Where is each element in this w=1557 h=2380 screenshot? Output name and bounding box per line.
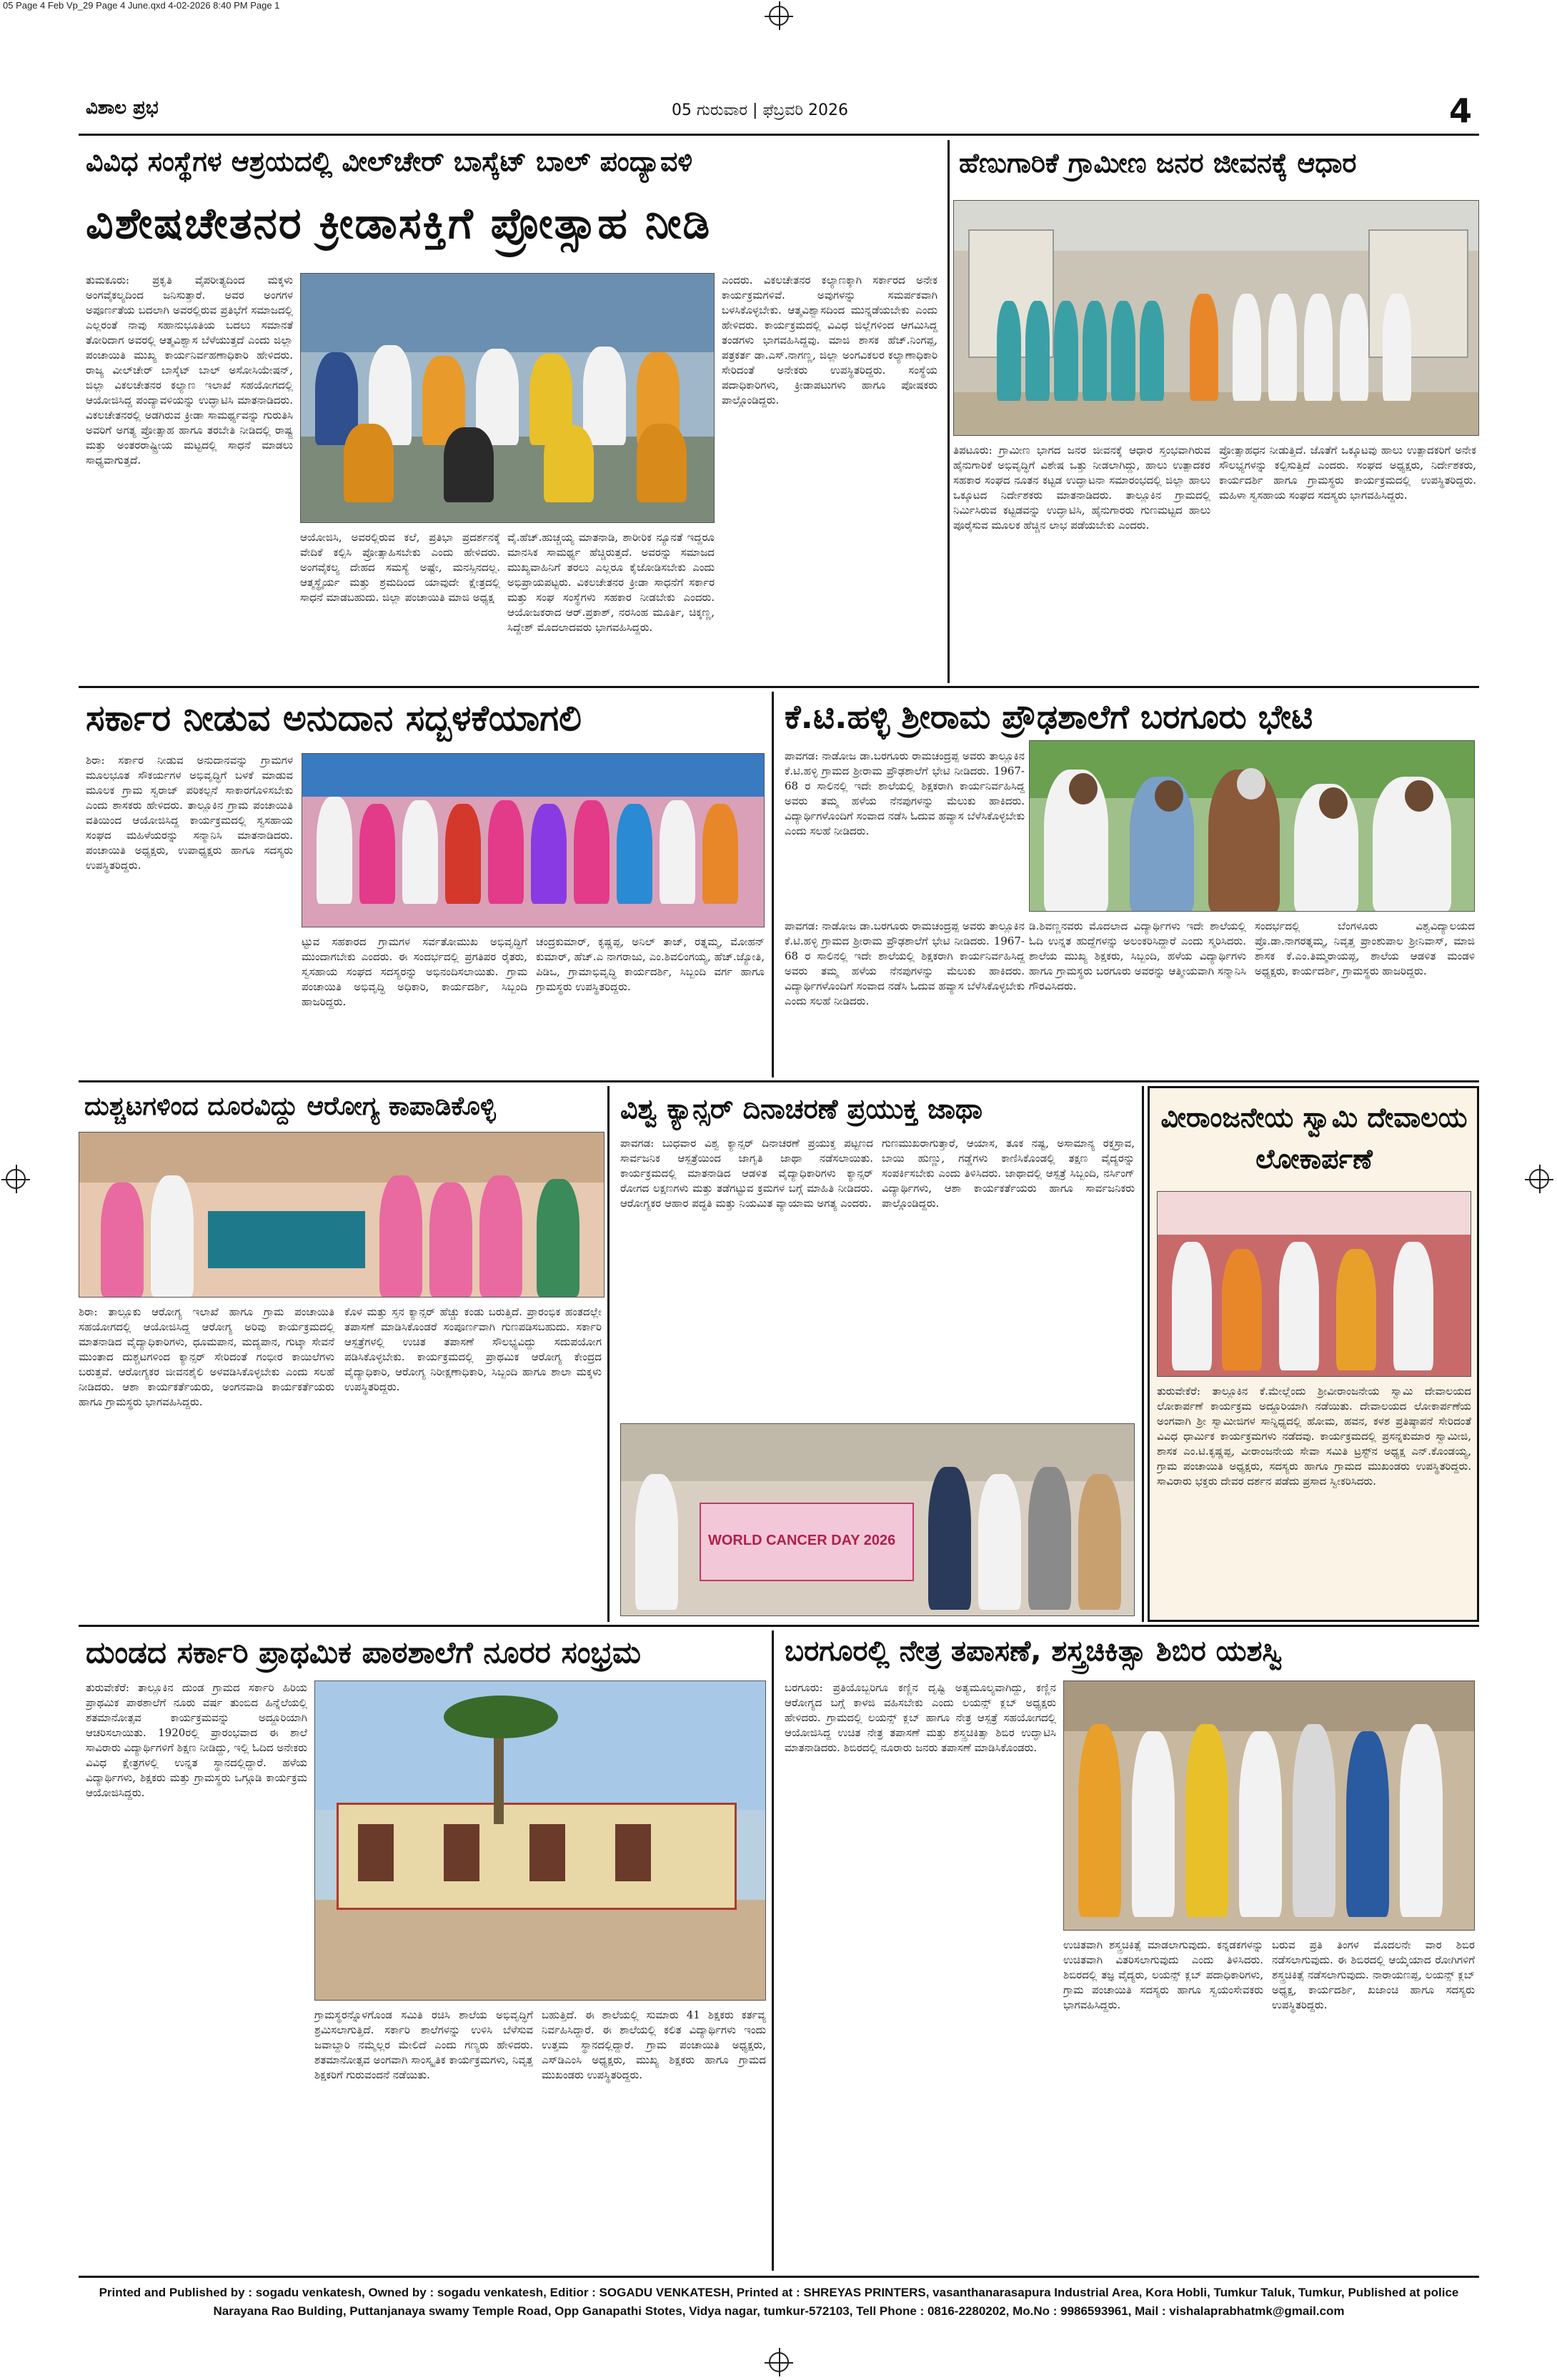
article-headline: ದುಶ್ಚಟಗಳಿಂದ ದೂರವಿದ್ದು ಆರೋಗ್ಯ ಕಾಪಾಡಿಕೊಳ್ಳಿ xyxy=(84,1092,496,1121)
school-visit-photo xyxy=(1029,740,1475,912)
article-column: ಶಿರಾ: ಸರ್ಕಾರ ನೀಡುವ ಅನುದಾನವನ್ನು ಗ್ರಾಮಗಳ ಮೂಲಭೂತ ಸೌಕರ್ಯಗಳ ಅಭಿವೃದ್ಧಿಗೆ ಬಳಕೆ ಮಾಡುವ ಮೂಲಕ ಗ್ರಾಮ ಸ್ವರಾಜ್ ಪರಿಕಲ್ಪನೆ ಸಾಕಾರಗೊಳಿಸಬೇಕು ಎಂದು ಶಾಸಕರು ಹೇಳಿದರು. ತಾಲ್ಲೂಕಿನ ಗ್ರಾಮ ಪಂಚಾಯಿತಿ ವತಿಯಿಂದ ಆಯೋಜಿಸಿದ್ದ ಕಾರ್ಯಕ್ರಮದಲ್ಲಿ ಸ್ವಸಹಾಯ ಸಂಘದ ಮಹಿಳೆಯರನ್ನು ಸನ್ಮಾನಿಸಿ ಮಾತನಾಡಿದರು. ಪಂಚಾಯಿತಿ ಅಧ್ಯಕ್ಷರು, ಉಪಾಧ್ಯಕ್ಷರು ಹಾಗೂ ಸದಸ್ಯರು ಉಪಸ್ಥಿತರಿದ್ದರು. xyxy=(86,754,293,872)
imprint-line-1: Printed and Published by : sogadu venkatesh, Owned by : sogadu venkatesh, Editior : SOGADU VENKATESH, Printed at : SHREYAS PRINTERS, vasanthanarasapura Industrial Area, Kora Hobli, Tumkur Taluk, Tumkur, Published at police xyxy=(99,2286,1459,2299)
article-column: ಗುಣಮುಖರಾಗುತ್ತಾರೆ, ಆಯಾಸ, ತೂಕ ನಷ್ಟ, ಅಸಾಮಾನ್ಯ ರಕ್ತಸ್ರಾವ, ಬಾಯಿ ಹುಣ್ಣು, ಗಡ್ಡೆಗಳು ಕಾಣಿಸಿಕೊಂಡಲ್ಲಿ ತಕ್ಷಣ ವೈದ್ಯರನ್ನು ಸಂಪರ್ಕಿಸಬೇಕು ಎಂದು ತಿಳಿಸಿದರು. ಜಾಥಾದಲ್ಲಿ ಆಸ್ಪತ್ರೆ ಸಿಬ್ಬಂದಿ, ನರ್ಸಿಂಗ್ ವಿದ್ಯಾರ್ಥಿಗಳು, ಆಶಾ ಕಾರ್ಯಕರ್ತೆಯರು ಹಾಗೂ ಸಾರ್ವಜನಿಕರು ಪಾಲ್ಗೊಂಡಿದ್ದರು. xyxy=(882,1137,1135,1210)
imprint-line-2: Narayana Rao Bulding, Puttanjanaya swamy Temple Road, Opp Ganapathi Stotes, Vidya nagar, tumkur-572103, Tell Phone : 0816-2280202, Mo.No : 9986593961, Mail : vishalaprabhatmk@gmail.com xyxy=(213,2304,1345,2318)
section-divider xyxy=(79,1625,1479,1627)
article-headline: ಹೆಣುಗಾರಿಕೆ ಗ್ರಾಮೀಣ ಜನರ ಜೀವನಕ್ಕೆ ಆಧಾರ xyxy=(959,147,1357,179)
section-divider xyxy=(79,1080,1479,1082)
article-headline: ಬರಗೂರಲ್ಲಿ ನೇತ್ರ ತಪಾಸಣೆ, ಶಸ್ತ್ರಚಿಕಿತ್ಸಾ ಶಿಬಿರ ಯಶಸ್ವಿ xyxy=(785,1635,1283,1668)
article-headline: ದುಂಡದ ಸರ್ಕಾರಿ ಪ್ರಾಥಮಿಕ ಪಾಠಶಾಲೆಗೆ ನೂರರ ಸಂಭ್ರಮ xyxy=(86,1635,641,1670)
page-number: 4 xyxy=(1448,91,1472,130)
registration-mark-top xyxy=(769,6,789,26)
article-column: ಬರಗೂರು: ಪ್ರತಿಯೊಬ್ಬರಿಗೂ ಕಣ್ಣಿನ ದೃಷ್ಟಿ ಅತ್ಯಮೂಲ್ಯವಾಗಿದ್ದು, ಕಣ್ಣಿನ ಆರೋಗ್ಯದ ಬಗ್ಗೆ ಕಾಳಜಿ ವಹಿಸಬೇಕು ಎಂದು ಲಯನ್ಸ್ ಕ್ಲಬ್ ಅಧ್ಯಕ್ಷರು ಹೇಳಿದರು. ಗ್ರಾಮದಲ್ಲಿ ಲಯನ್ಸ್ ಕ್ಲಬ್ ಹಾಗೂ ನೇತ್ರ ಆಸ್ಪತ್ರೆ ಸಹಯೋಗದಲ್ಲಿ ಆಯೋಜಿಸಿದ್ದ ಉಚಿತ ನೇತ್ರ ತಪಾಸಣೆ ಮತ್ತು ಶಸ್ತ್ರಚಿಕಿತ್ಸಾ ಶಿಬಿರ ಉದ್ಘಾಟಿಸಿ ಮಾತನಾಡಿದರು. ಶಿಬಿರದಲ್ಲಿ ನೂರಾರು ಜನರು ತಪಾಸಣೆ ಮಾಡಿಸಿಕೊಂಡರು. xyxy=(785,1681,1056,1754)
registration-mark-right xyxy=(1529,1169,1549,1189)
issue-date: 05 ಗುರುವಾರ | ಫೆಬ್ರವರಿ 2026 xyxy=(672,101,849,119)
article-column: ಆಯೋಜಿಸಿ, ಅವರಲ್ಲಿರುವ ಕಲೆ, ಪ್ರತಿಭಾ ಪ್ರದರ್ಶನಕ್ಕೆ ವೇದಿಕೆ ಕಲ್ಪಿಸಿ ಪ್ರೋತ್ಸಾಹಿಸಬೇಕು ಎಂದು ಹೇಳಿದರು. ಅಂಗವೈಕಲ್ಯ ದೇಹದ ಸಮಸ್ಯೆ ಅಷ್ಟೇ, ಮನಸ್ಸಿನದಲ್ಲ. ಆತ್ಮಸ್ಥೈರ್ಯ ಮತ್ತು ಶ್ರಮದಿಂದ ಯಾವುದೇ ಕ್ಷೇತ್ರದಲ್ಲಿ ಸಾಧನೆ ಮಾಡಬಹುದು. ಜಿಲ್ಲಾ ಪಂಚಾಯಿತಿ ಮಾಜಿ ಅಧ್ಯಕ್ಷ xyxy=(300,531,500,604)
article-column: ಗ್ರಾಮಸ್ಥರನ್ನೊಳಗೊಂಡ ಸಮಿತಿ ರಚಿಸಿ ಶಾಲೆಯ ಅಭಿವೃದ್ಧಿಗೆ ಶ್ರಮಿಸಲಾಗುತ್ತಿದೆ. ಸರ್ಕಾರಿ ಶಾಲೆಗಳನ್ನು ಉಳಿಸಿ ಬೆಳೆಸುವ ಜವಾಬ್ದಾರಿ ನಮ್ಮೆಲ್ಲರ ಮೇಲಿದೆ ಎಂದು ಗಣ್ಯರು ಹೇಳಿದರು. ಶತಮಾನೋತ್ಸವ ಅಂಗವಾಗಿ ಸಾಂಸ್ಕೃತಿಕ ಕಾರ್ಯಕ್ರಮಗಳು, ನಿವೃತ್ತ ಶಿಕ್ಷಕರಿಗೆ ಗುರುವಂದನೆ ನಡೆಯಿತು. xyxy=(314,2008,533,2081)
article-grant-usage xyxy=(79,692,769,1077)
column-divider xyxy=(772,692,774,1077)
article-headline: ವೀರಾಂಜನೇಯ ಸ್ವಾಮಿ ದೇವಾಲಯ ಲೋಕಾರ್ಪಣೆ xyxy=(1160,1102,1468,1175)
article-body: ತುರುವೇಕೆರೆ: ತಾಲ್ಲೂಕಿನ ಕೆ.ಮೇಲ್ಲೆಂದು ಶ್ರೀವೀರಾಂಜನೇಯ ಸ್ವಾಮಿ ದೇವಾಲಯದ ಲೋಕಾರ್ಪಣೆ ಕಾರ್ಯಕ್ರಮ ಅದ್ದೂರಿಯಾಗಿ ನಡೆಯಿತು. ದೇವಾಲಯದ ಲೋಕಾರ್ಪಣೆಯ ಅಂಗವಾಗಿ ಶ್ರೀ ಸ್ವಾಮೀಜಿಗಳ ಸಾನ್ನಿಧ್ಯದಲ್ಲಿ ಹೋಮ, ಹವನ, ಕಳಶ ಪ್ರತಿಷ್ಠಾಪನೆ ಸೇರಿದಂತೆ ವಿವಿಧ ಧಾರ್ಮಿಕ ಕಾರ್ಯಕ್ರಮಗಳು ನಡೆದವು. ಕಾರ್ಯಕ್ರಮದಲ್ಲಿ ಪ್ರಸನ್ನಕುಮಾರ ಸ್ವಾಮೀಜಿ, ಶಾಸಕ ಎಂ.ಟಿ.ಕೃಷ್ಣಪ್ಪ, ವೀರಾಂಜನೇಯ ಸೇವಾ ಸಮಿತಿ ಟ್ರಸ್ಟ್‌ನ ಅಧ್ಯಕ್ಷ ಎನ್.ಕೊಂಡಯ್ಯ, ಗ್ರಾಮ ಪಂಚಾಯಿತಿ ಅಧ್ಯಕ್ಷರು, ಸದಸ್ಯರು ಹಾಗೂ ಗ್ರಾಮದ ಮುಖಂಡರು ಉಪಸ್ಥಿತರಿದ್ದರು. ಸಾವಿರಾರು ಭಕ್ತರು ದೇವರ ದರ್ಶನ ಪಡೆದು ಪ್ರಸಾದ ಸ್ವೀಕರಿಸಿದರು. xyxy=(1157,1385,1471,1488)
article-temple-inauguration xyxy=(1148,1086,1479,1622)
article-wheelchair-basketball xyxy=(79,140,945,683)
article-cancer-day xyxy=(613,1086,1139,1622)
masthead xyxy=(79,90,1479,136)
article-column: ಡಿ.ಶಿವಣ್ಣನವರು ಮೊದಲಾದ ವಿದ್ಯಾರ್ಥಿಗಳು ಇದೇ ಶಾಲೆಯಲ್ಲಿ ಓದಿ ಉನ್ನತ ಹುದ್ದೆಗಳನ್ನು ಅಲಂಕರಿಸಿದ್ದಾರೆ ಎಂದು ಸ್ಮರಿಸಿದರು. ಶಾಲೆಯ ಮುಖ್ಯ ಶಿಕ್ಷಕರು, ಸಿಬ್ಬಂದಿ, ಹಳೆಯ ವಿದ್ಯಾರ್ಥಿಗಳು ಹಾಗೂ ಗ್ರಾಮಸ್ಥರು ಬರಗೂರು ಅವರನ್ನು ಆತ್ಮೀಯವಾಗಿ ಸನ್ಮಾನಿಸಿ ಗೌರವಿಸಿದರು. xyxy=(1029,920,1246,992)
article-headline: ವಿಶೇಷಚೇತನರ ಕ್ರೀಡಾಸಕ್ತಿಗೆ ಪ್ರೋತ್ಸಾಹ ನೀಡಿ xyxy=(86,199,712,249)
article-column: ಪಾವಗಡ: ಬುಧವಾರ ವಿಶ್ವ ಕ್ಯಾನ್ಸರ್ ದಿನಾಚರಣೆ ಪ್ರಯುಕ್ತ ಪಟ್ಟಣದ ಸಾರ್ವಜನಿಕ ಆಸ್ಪತ್ರೆಯಿಂದ ಜಾಗೃತಿ ಜಾಥಾ ನಡೆಸಲಾಯಿತು. ಕಾರ್ಯಕ್ರಮದಲ್ಲಿ ಮಾತನಾಡಿದ ಆಡಳಿತ ವೈದ್ಯಾಧಿಕಾರಿಗಳು ಕ್ಯಾನ್ಸರ್ ರೋಗದ ಲಕ್ಷಣಗಳು ಮತ್ತು ತಡೆಗಟ್ಟುವ ಕ್ರಮಗಳ ಬಗ್ಗೆ ಮಾಹಿತಿ ನೀಡಿದರು. ಆರೋಗ್ಯಕರ ಆಹಾರ ಪದ್ಧತಿ ಮತ್ತು ನಿಯಮಿತ ವ್ಯಾಯಾಮ ಅಗತ್ಯ ಎಂದರು. xyxy=(620,1137,873,1210)
article-column: ತುಮಕೂರು: ಪ್ರಕೃತಿ ವೈಪರೀತ್ಯದಿಂದ ಮಕ್ಕಳು ಅಂಗವೈಕಲ್ಯದಿಂದ ಜನಿಸುತ್ತಾರೆ. ಅವರ ಅಂಗಗಳ ಅಪೂರ್ಣತೆಯ ಬದಲಾಗಿ ಅವರಲ್ಲಿರುವ ಪ್ರತಿಭೆಗೆ ಸಮಾಜದಲ್ಲಿ ಎಲ್ಲರಂತೆ ನಾವು ಸಹಾನುಭೂತಿಯ ಬದಲು ಸಮಾನತೆ ತೋರಿದಾಗ ಅವರಲ್ಲಿ ಆತ್ಮವಿಶ್ವಾಸ ಬೆಳೆಯುತ್ತದೆ ಎಂದು ಜಿಲ್ಲಾ ಪಂಚಾಯಿತಿ ಮುಖ್ಯ ಕಾರ್ಯನಿರ್ವಹಣಾಧಿಕಾರಿ ಹೇಳಿದರು. ರಾಜ್ಯ ವೀಲ್‌ಚೇರ್ ಬಾಸ್ಕೆಟ್ ಬಾಲ್ ಅಸೋಸಿಯೇಷನ್, ಜಿಲ್ಲಾ ವಿಕಲಚೇತನರ ಕಲ್ಯಾಣ ಇಲಾಖೆ ಸಹಯೋಗದಲ್ಲಿ ಆಯೋಜಿಸಿದ್ದ ಪಂದ್ಯಾವಳಿಯನ್ನು ಉದ್ಘಾಟಿಸಿ ಮಾತನಾಡಿದರು. ವಿಕಲಚೇತನರಲ್ಲಿ ಅಡಗಿರುವ ಕ್ರೀಡಾ ಸಾಮರ್ಥ್ಯವನ್ನು ಗುರುತಿಸಿ ಅವರಿಗೆ ಅಗತ್ಯ ಪ್ರೋತ್ಸಾಹ ಹಾಗೂ ತರಬೇತಿ ನೀಡಿದಲ್ಲಿ ರಾಷ್ಟ್ರ ಮತ್ತು ಅಂತರರಾಷ್ಟ್ರೀಯ ಮಟ್ಟದಲ್ಲಿ ಸಾಧನೆ ಮಾಡಲು ಸಾಧ್ಯವಾಗುತ್ತದೆ. xyxy=(86,274,293,467)
column-divider xyxy=(772,1630,774,2271)
print-imprint xyxy=(79,2276,1479,2337)
registration-mark-left xyxy=(6,1169,26,1189)
article-eye-camp xyxy=(777,1630,1479,2271)
wheelchair-team-photo xyxy=(300,273,715,523)
health-camp-photo xyxy=(79,1132,605,1298)
article-column: ಟ್ಟುವ ಸಹಕಾರದ ಗ್ರಾಮಗಳ ಸರ್ವತೋಮುಖ ಅಭಿವೃದ್ಧಿಗೆ ಮುಂದಾಗಬೇಕು ಎಂದರು. ಈ ಸಂದರ್ಭದಲ್ಲಿ ಪ್ರಗತಿಪರ ರೈತರು, ಸ್ವಸಹಾಯ ಸಂಘದ ಸದಸ್ಯರನ್ನು ಅಭಿನಂದಿಸಲಾಯಿತು. ಗ್ರಾಮ ಪಂಚಾಯಿತಿ ಅಭಿವೃದ್ಧಿ ಅಧಿಕಾರಿ, ಕಾರ್ಯದರ್ಶಿ, ಸಿಬ್ಬಂದಿ ಹಾಜರಿದ್ದರು. xyxy=(302,935,527,1008)
article-column: ವೈ.ಹೆಚ್.ಹುಚ್ಚಯ್ಯ ಮಾತನಾಡಿ, ಶಾರೀರಿಕ ನ್ಯೂನತೆ ಇದ್ದರೂ ಮಾನಸಿಕ ಸಾಮರ್ಥ್ಯ ಹೆಚ್ಚಿರುತ್ತದೆ. ಅವರನ್ನು ಸಮಾಜದ ಮುಖ್ಯವಾಹಿನಿಗೆ ತರಲು ಎಲ್ಲರೂ ಕೈಜೋಡಿಸಬೇಕು ಎಂದು ಅಭಿಪ್ರಾಯಪಟ್ಟರು. ವಿಕಲಚೇತನರ ಕ್ರೀಡಾ ಸಾಧನೆಗೆ ಸರ್ಕಾರ ಮತ್ತು ಸಂಘ ಸಂಸ್ಥೆಗಳು ಸಹಕಾರ ನೀಡಬೇಕು ಎಂದರು. ಆಯೋಜಕರಾದ ಆರ್.ಪ್ರಕಾಶ್, ನರಸಿಂಹ ಮೂರ್ತಿ, ಚಿಕ್ಕಣ್ಣ, ಸಿದ್ದೇಶ್ ಮೊದಲಾದವರು ಭಾಗವಹಿಸಿದ್ದರು. xyxy=(507,531,715,634)
article-column: ತುರುವೇಕೆರೆ: ತಾಲ್ಲೂಕಿನ ದುಂಡ ಗ್ರಾಮದ ಸರ್ಕಾರಿ ಹಿರಿಯ ಪ್ರಾಥಮಿಕ ಪಾಠಶಾಲೆಗೆ ನೂರು ವರ್ಷ ತುಂಬಿದ ಹಿನ್ನೆಲೆಯಲ್ಲಿ ಶತಮಾನೋತ್ಸವ ಕಾರ್ಯಕ್ರಮವನ್ನು ಅದ್ದೂರಿಯಾಗಿ ಆಚರಿಸಲಾಯಿತು. 1920ರಲ್ಲಿ ಪ್ರಾರಂಭವಾದ ಈ ಶಾಲೆ ಸಾವಿರಾರು ವಿದ್ಯಾರ್ಥಿಗಳಿಗೆ ಶಿಕ್ಷಣ ನೀಡಿದ್ದು, ಇಲ್ಲಿ ಓದಿದ ಅನೇಕರು ವಿವಿಧ ಕ್ಷೇತ್ರಗಳಲ್ಲಿ ಉನ್ನತ ಸ್ಥಾನದಲ್ಲಿದ್ದಾರೆ. ಹಳೆಯ ವಿದ್ಯಾರ್ಥಿಗಳು, ಶಿಕ್ಷಕರು ಮತ್ತು ಗ್ರಾಮಸ್ಥರು ಒಗ್ಗೂಡಿ ಕಾರ್ಯಕ್ರಮ ಆಯೋಜಿಸಿದ್ದರು. xyxy=(86,1681,307,1799)
article-headline: ಕೆ.ಟಿ.ಹಳ್ಳಿ ಶ್ರೀರಾಮ ಪ್ರೌಢಶಾಲೆಗೆ ಬರಗೂರು ಭೇಟಿ xyxy=(785,697,1313,736)
registration-mark-bottom xyxy=(769,2352,789,2372)
print-slug: 05 Page 4 Feb Vp_29 Page 4 June.qxd 4-02-2026 8:40 PM Page 1 xyxy=(3,0,280,11)
article-column: ಬಹುತ್ತಿದೆ. ಈ ಶಾಲೆಯಲ್ಲಿ ಸುಮಾರು 41 ಶಿಕ್ಷಕರು ಕರ್ತವ್ಯ ನಿರ್ವಹಿಸಿದ್ದಾರೆ. ಈ ಶಾಲೆಯಲ್ಲಿ ಕಲಿತ ವಿದ್ಯಾರ್ಥಿಗಳು ಇಂದು ಉತ್ತಮ ಸ್ಥಾನದಲ್ಲಿದ್ದಾರೆ. ಗ್ರಾಮ ಪಂಚಾಯಿತಿ ಅಧ್ಯಕ್ಷರು, ಎಸ್‌ಡಿಎಂಸಿ ಅಧ್ಯಕ್ಷರು, ಮುಖ್ಯ ಶಿಕ್ಷಕರು ಹಾಗೂ ಗ್ರಾಮದ ಮುಖಂಡರು ಉಪಸ್ಥಿತರಿದ್ದರು. xyxy=(542,2008,766,2081)
temple-ceremony-photo xyxy=(1157,1191,1471,1377)
column-divider xyxy=(1142,1086,1144,1622)
cancer-rally-photo xyxy=(620,1423,1135,1616)
article-column: ಎಂದರು. ವಿಕಲಚೇತನರ ಕಲ್ಯಾಣಕ್ಕಾಗಿ ಸರ್ಕಾರದ ಅನೇಕ ಕಾರ್ಯಕ್ರಮಗಳಿವೆ. ಅವುಗಳನ್ನು ಸಮರ್ಪಕವಾಗಿ ಬಳಸಿಕೊಳ್ಳಬೇಕು. ಆತ್ಮವಿಶ್ವಾಸದಿಂದ ಮುನ್ನಡೆಯಬೇಕು ಎಂದು ಹೇಳಿದರು. ಕಾರ್ಯಕ್ರಮದಲ್ಲಿ ವಿವಿಧ ಜಿಲ್ಲೆಗಳಿಂದ ಆಗಮಿಸಿದ್ದ ತಂಡಗಳು ಭಾಗವಹಿಸಿದ್ದವು. ಮಾಜಿ ಶಾಸಕ ಹೆಚ್.ನಿಂಗಪ್ಪ, ಪತ್ರಕರ್ತ ಡಾ.ಎಸ್.ನಾಗಣ್ಣ, ಜಿಲ್ಲಾ ಅಂಗವಿಕಲರ ಕಲ್ಯಾಣಾಧಿಕಾರಿ ಸೇರಿದಂತೆ ಅನೇಕರು ಉಪಸ್ಥಿತರಿದ್ದರು. ಸಂಸ್ಥೆಯ ಪದಾಧಿಕಾರಿಗಳು, ಕ್ರೀಡಾಪಟುಗಳು ಹಾಗೂ ಪೋಷಕರು ಪಾಲ್ಗೊಂಡಿದ್ದರು. xyxy=(722,274,937,407)
article-kicker: ವಿವಿಧ ಸಂಸ್ಥೆಗಳ ಆಶ್ರಯದಲ್ಲಿ ವೀಲ್‌ಚೇರ್ ಬಾಸ್ಕೆಟ್ ಬಾಲ್ ಪಂದ್ಯಾವಳಿ xyxy=(86,146,693,177)
article-column: ತಿಪಟೂರು: ಗ್ರಾಮೀಣ ಭಾಗದ ಜನರ ಜೀವನಕ್ಕೆ ಆಧಾರ ಸ್ತಂಭವಾಗಿರುವ ಹೈನುಗಾರಿಕೆ ಅಭಿವೃದ್ಧಿಗೆ ವಿಶೇಷ ಒತ್ತು ನೀಡಲಾಗಿದ್ದು, ಹಾಲು ಉತ್ಪಾದಕರ ಸಹಕಾರ ಸಂಘದ ನೂತನ ಕಟ್ಟಡ ಉದ್ಘಾಟನಾ ಸಮಾರಂಭದಲ್ಲಿ ಜಿಲ್ಲಾ ಹಾಲು ಒಕ್ಕೂಟದ ನಿರ್ದೇಶಕರು ಮಾತನಾಡಿದರು. ತಾಲ್ಲೂಕಿನ ಗ್ರಾಮದಲ್ಲಿ ನಿರ್ಮಿಸಿರುವ ಕಟ್ಟಡವನ್ನು ಉದ್ಘಾಟಿಸಿ, ಹೈನುಗಾರರು ಗುಣಮಟ್ಟದ ಹಾಲು ಪೂರೈಸುವ ಮೂಲಕ ಹೆಚ್ಚಿನ ಲಾಭ ಪಡೆಯಬೇಕು ಎಂದರು. xyxy=(953,444,1210,532)
section-divider xyxy=(79,686,1479,688)
article-column: ಸಂದರ್ಭದಲ್ಲಿ ಬೆಂಗಳೂರು ವಿಶ್ವವಿದ್ಯಾಲಯದ ಪ್ರೊ.ಡಾ.ನಾಗರತ್ನಮ್ಮ, ನಿವೃತ್ತ ಪ್ರಾಂಶುಪಾಲ ಶ್ರೀನಿವಾಸ್, ಮಾಜಿ ಶಾಸಕ ಕೆ.ಎಂ.ತಿಮ್ಮರಾಯಪ್ಪ, ಶಾಲೆಯ ಆಡಳಿತ ಮಂಡಳಿ ಅಧ್ಯಕ್ಷರು, ಕಾರ್ಯದರ್ಶಿ, ಗ್ರಾಮಸ್ಥರು ಹಾಜರಿದ್ದರು. xyxy=(1255,920,1475,977)
article-column: ಪ್ರೋತ್ಸಾಹಧನ ನೀಡುತ್ತಿದೆ. ಜೊತೆಗೆ ಒಕ್ಕೂಟವು ಹಾಲು ಉತ್ಪಾದಕರಿಗೆ ಅನೇಕ ಸೌಲಭ್ಯಗಳನ್ನು ಕಲ್ಪಿಸುತ್ತಿದೆ ಎಂದರು. ಸಂಘದ ಅಧ್ಯಕ್ಷರು, ನಿರ್ದೇಶಕರು, ಕಾರ್ಯದರ್ಶಿ ಹಾಗೂ ಗ್ರಾಮಸ್ಥರು ಕಾರ್ಯಕ್ರಮದಲ್ಲಿ ಉಪಸ್ಥಿತರಿದ್ದರು. ಮಹಿಳಾ ಸ್ವಸಹಾಯ ಸಂಘದ ಸದಸ್ಯರು ಭಾಗವಹಿಸಿದ್ದರು. xyxy=(1219,444,1476,502)
article-column: ಶಿರಾ: ತಾಲ್ಲೂಕು ಆರೋಗ್ಯ ಇಲಾಖೆ ಹಾಗೂ ಗ್ರಾಮ ಪಂಚಾಯಿತಿ ಸಹಯೋಗದಲ್ಲಿ ಆಯೋಜಿಸಿದ್ದ ಆರೋಗ್ಯ ಅರಿವು ಕಾರ್ಯಕ್ರಮದಲ್ಲಿ ಮಾತನಾಡಿದ ವೈದ್ಯಾಧಿಕಾರಿಗಳು, ಧೂಮಪಾನ, ಮದ್ಯಪಾನ, ಗುಟ್ಕಾ ಸೇವನೆ ಮುಂತಾದ ದುಶ್ಚಟಗಳಿಂದ ಕ್ಯಾನ್ಸರ್ ಸೇರಿದಂತೆ ಗಂಭೀರ ಕಾಯಿಲೆಗಳು ಬರುತ್ತವೆ. ಆರೋಗ್ಯಕರ ಜೀವನಶೈಲಿ ಅಳವಡಿಸಿಕೊಳ್ಳಬೇಕು ಎಂದು ಸಲಹೆ ನೀಡಿದರು. ಆಶಾ ಕಾರ್ಯಕರ್ತೆಯರು, ಅಂಗನವಾಡಿ ಕಾರ್ಯಕರ್ತೆಯರು ಹಾಗೂ ಗ್ರಾಮಸ್ಥರು ಭಾಗವಹಿಸಿದ್ದರು. xyxy=(79,1305,334,1408)
article-headline: ವಿಶ್ವ ಕ್ಯಾನ್ಸರ್ ದಿನಾಚರಣೆ ಪ್ರಯುಕ್ತ ಜಾಥಾ xyxy=(620,1093,983,1125)
article-column: ಪಾವಗಡ: ನಾಡೋಜ ಡಾ.ಬರಗೂರು ರಾಮಚಂದ್ರಪ್ಪ ಅವರು ತಾಲ್ಲೂಕಿನ ಕೆ.ಟಿ.ಹಳ್ಳಿ ಗ್ರಾಮದ ಶ್ರೀರಾಮ ಪ್ರೌಢಶಾಲೆಗೆ ಭೇಟಿ ನೀಡಿದರು. 1967-68 ರ ಸಾಲಿನಲ್ಲಿ ಇದೇ ಶಾಲೆಯಲ್ಲಿ ಶಿಕ್ಷಕರಾಗಿ ಕಾರ್ಯನಿರ್ವಹಿಸಿದ್ದ ಅವರು ತಮ್ಮ ಹಳೆಯ ನೆನಪುಗಳನ್ನು ಮೆಲುಕು ಹಾಕಿದರು. ವಿದ್ಯಾರ್ಥಿಗಳೊಂದಿಗೆ ಸಂವಾದ ನಡೆಸಿ ಓದುವ ಹವ್ಯಾಸ ಬೆಳೆಸಿಕೊಳ್ಳಬೇಕು ಎಂದು ಸಲಹೆ ನೀಡಿದರು. xyxy=(785,920,1025,1007)
dairy-building-photo xyxy=(953,200,1479,436)
column-divider xyxy=(947,140,950,683)
article-column: ಪಾವಗಡ: ನಾಡೋಜ ಡಾ.ಬರಗೂರು ರಾಮಚಂದ್ರಪ್ಪ ಅವರು ತಾಲ್ಲೂಕಿನ ಕೆ.ಟಿ.ಹಳ್ಳಿ ಗ್ರಾಮದ ಶ್ರೀರಾಮ ಪ್ರೌಢಶಾಲೆಗೆ ಭೇಟಿ ನೀಡಿದರು. 1967-68 ರ ಸಾಲಿನಲ್ಲಿ ಇದೇ ಶಾಲೆಯಲ್ಲಿ ಶಿಕ್ಷಕರಾಗಿ ಕಾರ್ಯನಿರ್ವಹಿಸಿದ್ದ ಅವರು ತಮ್ಮ ಹಳೆಯ ನೆನಪುಗಳನ್ನು ಮೆಲುಕು ಹಾಕಿದರು. ವಿದ್ಯಾರ್ಥಿಗಳೊಂದಿಗೆ ಸಂವಾದ ನಡೆಸಿ ಓದುವ ಹವ್ಯಾಸ ಬೆಳೆಸಿಕೊಳ್ಳಬೇಕು ಎಂದು ಸಲಹೆ ನೀಡಿದರು. xyxy=(785,750,1025,837)
article-dairy-farming xyxy=(953,140,1479,683)
article-health-awareness xyxy=(79,1086,605,1622)
cancer-day-banner: WORLD CANCER DAY 2026 xyxy=(708,1533,896,1548)
article-column: ಚಂದ್ರಕುಮಾರ್, ಕೃಷ್ಣಪ್ಪ, ಅನಿಲ್ ತಾಜ್, ರತ್ನಮ್ಮ, ಮೋಹನ್ ಕುಮಾರ್, ಹೆಚ್.ಎ ನಾಗರಾಜು, ಎಂ.ಶಿವಲಿಂಗಯ್ಯ, ಹೆಚ್.ಜ್ಯೋತಿ, ಪಿಡಿಒ, ಗ್ರಾಮಾಭಿವೃದ್ಧಿ ಕಾರ್ಯದರ್ಶಿ, ಸಿಬ್ಬಂದಿ ವರ್ಗ ಹಾಗೂ ಗ್ರಾಮಸ್ಥರು ಉಪಸ್ಥಿತರಿದ್ದರು. xyxy=(536,935,765,993)
article-column: ಉಚಿತವಾಗಿ ಶಸ್ತ್ರಚಿಕಿತ್ಸೆ ಮಾಡಲಾಗುವುದು. ಕನ್ನಡಕಗಳನ್ನು ಉಚಿತವಾಗಿ ವಿತರಿಸಲಾಗುವುದು ಎಂದು ತಿಳಿಸಿದರು. ಶಿಬಿರದಲ್ಲಿ ತಜ್ಞ ವೈದ್ಯರು, ಲಯನ್ಸ್ ಕ್ಲಬ್ ಪದಾಧಿಕಾರಿಗಳು, ಗ್ರಾಮ ಪಂಚಾಯಿತಿ ಸದಸ್ಯರು ಹಾಗೂ ಸ್ವಯಂಸೇವಕರು ಭಾಗವಹಿಸಿದ್ದರು. xyxy=(1063,1938,1263,2011)
column-divider xyxy=(607,1086,610,1622)
article-school-visit xyxy=(777,692,1479,1077)
article-school-centenary xyxy=(79,1630,769,2271)
article-headline: ಸರ್ಕಾರ ನೀಡುವ ಅನುದಾನ ಸದ್ಬಳಕೆಯಾಗಲಿ xyxy=(86,697,582,739)
felicitation-photo xyxy=(302,753,765,927)
newspaper-name: ವಿಶಾಲ ಪ್ರಭ xyxy=(86,97,159,119)
article-column: ಕೊಳ ಮತ್ತು ಸ್ತನ ಕ್ಯಾನ್ಸರ್ ಹೆಚ್ಚು ಕಂಡು ಬರುತ್ತಿದೆ. ಪ್ರಾರಂಭಿಕ ಹಂತದಲ್ಲೇ ತಪಾಸಣೆ ಮಾಡಿಸಿಕೊಂಡರೆ ಸಂಪೂರ್ಣವಾಗಿ ಗುಣಪಡಿಸಬಹುದು. ಸರ್ಕಾರಿ ಆಸ್ಪತ್ರೆಗಳಲ್ಲಿ ಉಚಿತ ತಪಾಸಣೆ ಸೌಲಭ್ಯವಿದ್ದು ಸದುಪಯೋಗ ಪಡಿಸಿಕೊಳ್ಳಬೇಕು. ಕಾರ್ಯಕ್ರಮದಲ್ಲಿ ಪ್ರಾಥಮಿಕ ಆರೋಗ್ಯ ಕೇಂದ್ರದ ವೈದ್ಯಾಧಿಕಾರಿ, ಆರೋಗ್ಯ ನಿರೀಕ್ಷಣಾಧಿಕಾರಿ, ಸಿಬ್ಬಂದಿ ಹಾಗೂ ಶಾಲಾ ಮಕ್ಕಳು ಉಪಸ್ಥಿತರಿದ್ದರು. xyxy=(344,1305,602,1393)
article-column: ಬರುವ ಪ್ರತಿ ತಿಂಗಳ ಮೊದಲನೇ ವಾರ ಶಿಬಿರ ನಡೆಸಲಾಗುವುದು. ಈ ಶಿಬಿರದಲ್ಲಿ ಆಯ್ಕೆಯಾದ ರೋಗಿಗಳಿಗೆ ಶಸ್ತ್ರಚಿಕಿತ್ಸೆ ನಡೆಸಲಾಗುವುದು. ನಾರಾಯಣಪ್ಪ, ಲಯನ್ಸ್ ಕ್ಲಬ್ ಅಧ್ಯಕ್ಷ, ಕಾರ್ಯದರ್ಶಿ, ಖಜಾಂಚಿ ಹಾಗೂ ಸದಸ್ಯರು ಉಪಸ್ಥಿತರಿದ್ದರು. xyxy=(1272,1938,1475,2011)
eye-camp-photo xyxy=(1063,1681,1475,1931)
school-building-photo xyxy=(314,1681,766,2001)
